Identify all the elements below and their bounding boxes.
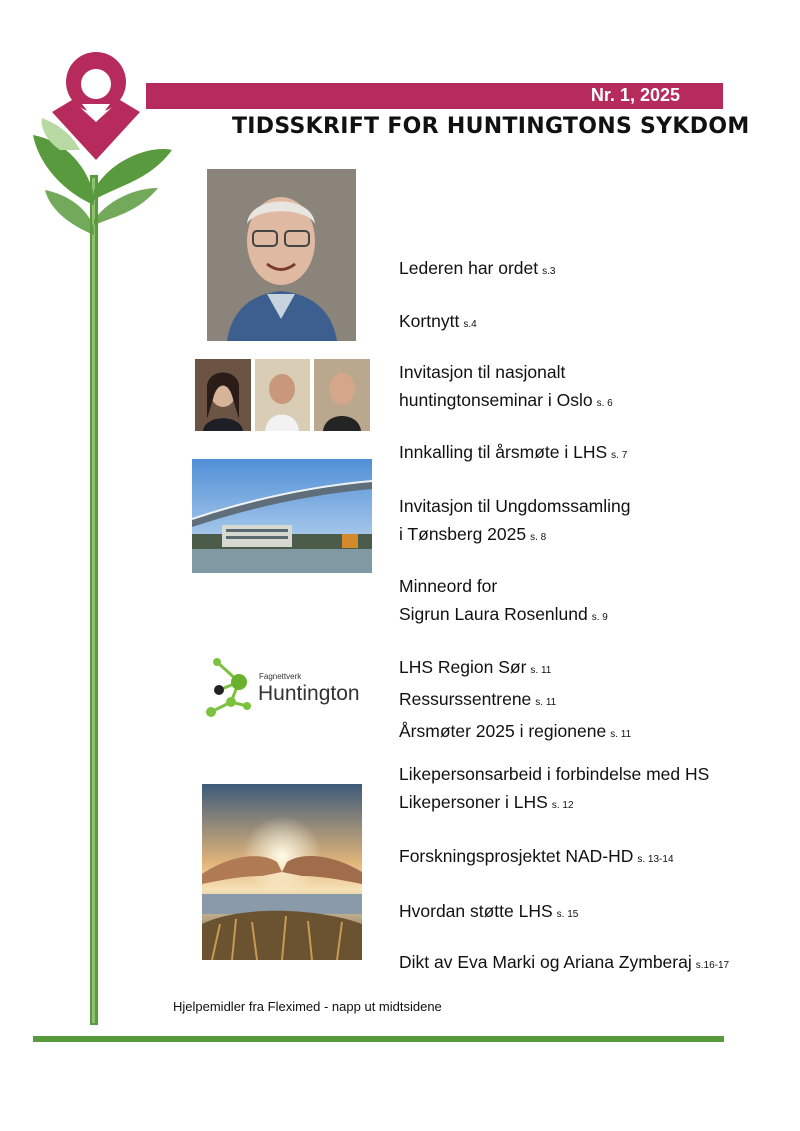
fagnettverk-label: Fagnettverk <box>259 672 302 681</box>
toc-title: Ressurssentrene <box>399 689 532 709</box>
footnote: Hjelpemidler fra Fleximed - napp ut midtsidene <box>173 999 442 1014</box>
magazine-title: TIDSSKRIFT FOR HUNTINGTONS SYKDOM <box>232 114 750 139</box>
hands-water-photo <box>202 784 362 960</box>
toc-page: s.16-17 <box>695 960 730 971</box>
toc-title: Invitasjon til Ungdomssamling <box>399 496 631 516</box>
toc-title: Innkalling til årsmøte i LHS <box>399 442 608 462</box>
toc-item[interactable] <box>399 438 627 470</box>
toc-title: Lederen har ordet <box>399 258 539 278</box>
huntington-label: Huntington <box>258 682 360 705</box>
toc-title-line2: Sigrun Laura Rosenlund <box>399 604 588 624</box>
toc-title: LHS Region Sør <box>399 657 527 677</box>
toc-page: s. 9 <box>591 612 608 623</box>
toc-item[interactable] <box>399 948 729 980</box>
toc-title: Hvordan støtte LHS <box>399 901 553 921</box>
toc-item[interactable] <box>399 307 477 339</box>
toc-item[interactable] <box>399 492 631 552</box>
toc-item[interactable] <box>399 760 709 820</box>
toc-page: s. 11 <box>610 729 632 740</box>
toc-title: Årsmøter 2025 i regionene <box>399 721 607 741</box>
toc-page: s. 13-14 <box>637 854 674 865</box>
toc-title-line2: i Tønsberg 2025 <box>399 524 527 544</box>
toc-title: Likepersonsarbeid i forbindelse med HS <box>399 764 710 784</box>
toc-title: Invitasjon til nasjonalt <box>399 362 566 382</box>
toc-title: Kortnytt <box>399 311 460 331</box>
toc-item[interactable] <box>399 842 674 874</box>
toc-title: Likepersoner i LHS <box>399 792 548 812</box>
toc-page: s. 8 <box>530 532 547 543</box>
leader-portrait-photo <box>207 169 356 341</box>
toc-title: Dikt av Eva Marki og Ariana Zymberaj <box>399 952 692 972</box>
toc-item[interactable] <box>399 572 608 632</box>
toc-page: s. 7 <box>611 450 628 461</box>
toc-page: s.3 <box>542 266 556 277</box>
toc-page: s. 15 <box>556 909 579 920</box>
organization-logo <box>0 0 200 1040</box>
fagnettverk-huntington-logo <box>203 656 373 720</box>
toc-item[interactable] <box>399 358 613 418</box>
toc-item[interactable] <box>399 897 578 929</box>
bottom-divider <box>33 1036 724 1042</box>
toc-page: s. 12 <box>551 800 574 811</box>
toc-page: s. 6 <box>596 398 613 409</box>
toc-page: s. 11 <box>530 665 552 676</box>
toc-item[interactable] <box>399 653 631 749</box>
tonsberg-bridge-photo <box>192 459 372 573</box>
molecule-icon <box>203 656 258 720</box>
toc-item[interactable] <box>399 254 555 286</box>
toc-title: Minneord for <box>399 576 498 596</box>
toc-page: s.4 <box>463 319 477 330</box>
toc-title-line2: huntingtonseminar i Oslo <box>399 390 593 410</box>
toc-page: s. 11 <box>535 697 557 708</box>
toc-title: Forskningsprosjektet NAD-HD <box>399 846 634 866</box>
issue-number: Nr. 1, 2025 <box>590 85 680 105</box>
seminar-speakers-photos <box>195 359 370 431</box>
